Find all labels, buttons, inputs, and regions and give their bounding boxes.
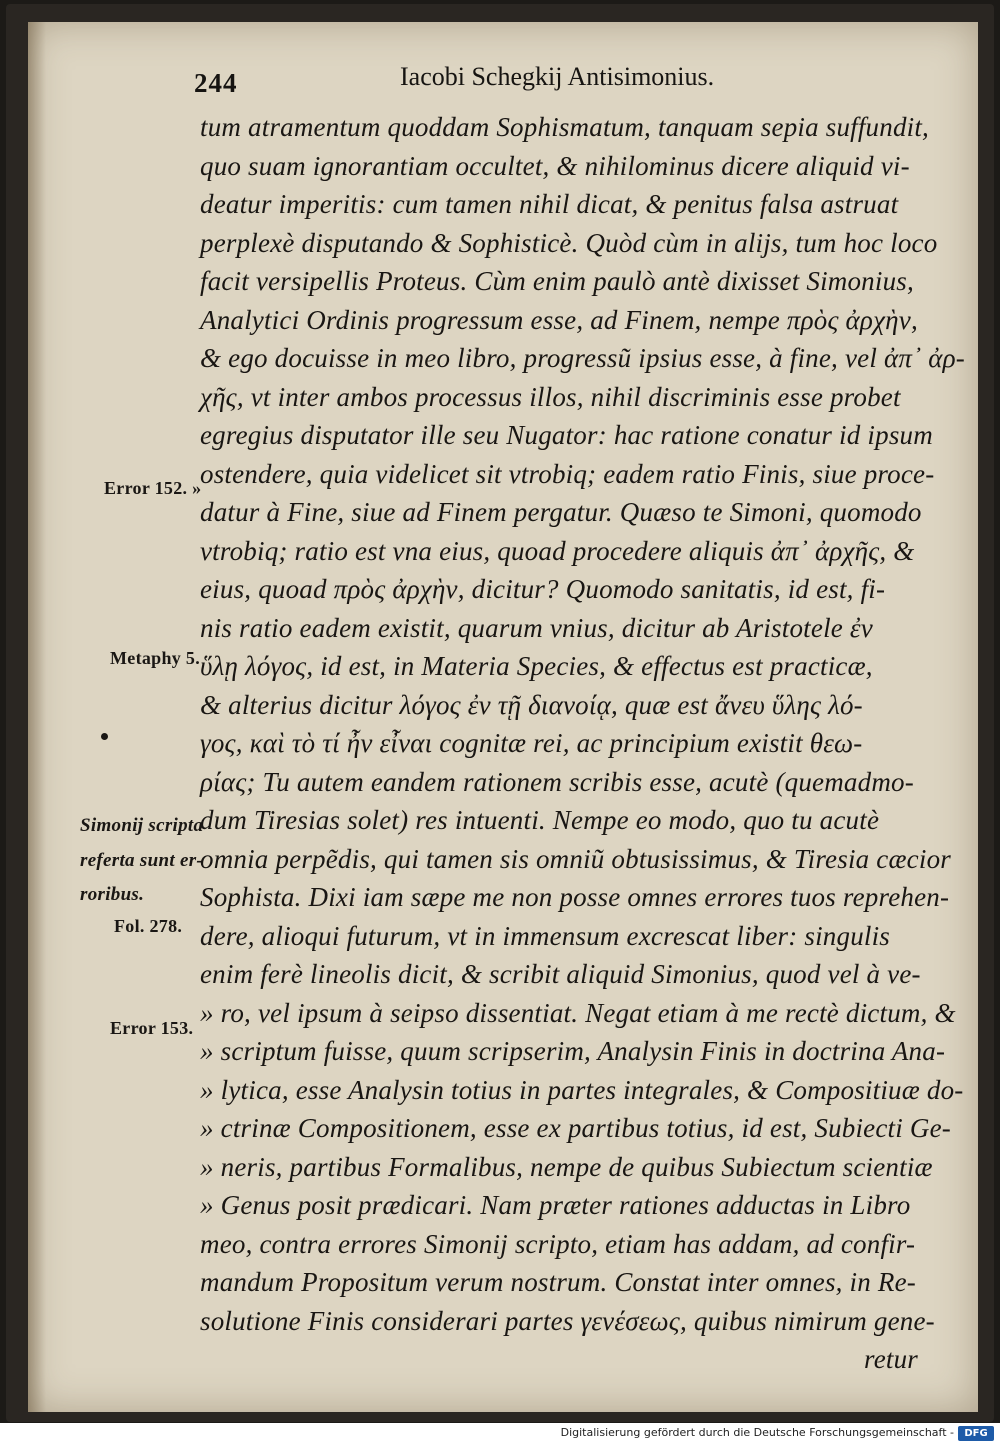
text-line: enim ferè lineolis dicit, & scribit aliquid Simonius, quod vel à ve- — [200, 959, 921, 989]
text-line: » ctrinæ Compositionem, esse ex partibus totius, id est, Subiecti Ge- — [200, 1113, 951, 1143]
margin-note-simonij-line-1: Simonij scripta — [80, 815, 204, 836]
margin-note-simonij-line-2: referta sunt er- — [80, 850, 204, 871]
page-number: 244 — [194, 68, 238, 98]
funding-notice: Digitalisierung gefördert durch die Deutsche Forschungsgemeinschaft - — [560, 1426, 954, 1439]
text-line: » lytica, esse Analysin totius in partes integrales, & Compositiuæ do- — [200, 1074, 964, 1105]
text-line: solutione Finis considerari partes γενέσεως, quibus nimirum gene- — [200, 1305, 935, 1336]
text-line: tum atramentum quoddam Sophismatum, tanquam sepia suffundit, — [200, 112, 930, 142]
margin-note-folio: Fol. 278. — [114, 916, 183, 936]
text-line: quo suam ignorantiam occultet, & nihilominus dicere aliquid vi- — [200, 150, 910, 181]
text-line: » Genus posit prædicari. Nam præter rationes adductas in Libro — [200, 1190, 911, 1220]
text-line: mandum Propositum verum nostrum. Constat inter omnes, in Re- — [200, 1267, 916, 1297]
text-line: facit versipellis Proteus. Cùm enim paulò antè dixisset Simonius, — [200, 266, 914, 296]
text-line: » ro, vel ipsum à seipso dissentiat. Negat etiam à me rectè dictum, & — [200, 997, 956, 1028]
dfg-logo: DFG — [958, 1426, 994, 1441]
text-line: meo, contra errores Simonij scripto, etiam has addam, ad confir- — [200, 1228, 916, 1259]
text-line: perplexè disputando & Sophisticè. Quòd cùm in alijs, tum hoc loco — [200, 227, 938, 258]
text-line: & ego docuisse in meo libro, progressũ ipsius esse, à fine, vel ἀπ᾽ ἀρ- — [200, 343, 965, 373]
margin-bullet — [101, 733, 108, 740]
margin-notes — [0, 0, 220, 1445]
text-line: dere, alioqui futurum, vt in immensum excrescat liber: singulis — [200, 920, 890, 951]
running-title: Iacobi Schegkij Antisimonius. — [400, 62, 715, 91]
text-line: Sophista. Dixi iam sæpe me non posse omnes errores tuos reprehen- — [200, 882, 950, 912]
text-line: dum Tiresias solet) res intuenti. Nempe eo modo, quo tu acutè — [200, 805, 880, 835]
margin-note-error-153: Error 153. — [110, 1018, 194, 1038]
margin-note-error-152: Error 152. » — [104, 478, 202, 498]
footer-bar — [0, 1423, 1000, 1445]
text-line: datur à Fine, siue ad Finem pergatur. Quæso te Simoni, quomodo — [200, 497, 922, 527]
text-line: γος, καὶ τὸ τί ἦν εἶναι cognitæ rei, ac principium existit θεω- — [200, 728, 863, 758]
text-line: » neris, partibus Formalibus, nempe de quibus Subiectum scientiæ — [200, 1151, 933, 1182]
text-line: ὕλῃ λόγος, id est, in Materia Species, & effectus est practicæ, — [200, 651, 873, 681]
text-line: & alterius dicitur λόγος ἐν τῇ διανοίᾳ, quæ est ἄνευ ὕλης λό- — [200, 689, 863, 720]
text-line: χῆς, vt inter ambos processus illos, nihil discriminis esse probet — [200, 381, 901, 412]
margin-note-metaphysics: Metaphy 5. — [110, 648, 200, 668]
body-text — [200, 108, 965, 1379]
text-line: ostendere, quia videlicet sit vtrobiq; eadem ratio Finis, siue proce- — [200, 458, 935, 489]
text-line: » scriptum fuisse, quum scripserim, Analysin Finis in doctrina Ana- — [200, 1036, 946, 1066]
catchword: retur — [864, 1344, 918, 1374]
text-line: Analytici Ordinis progressum esse, ad Finem, nempe πρὸς ἀρχὴν, — [200, 304, 918, 335]
text-line: deatur imperitis: cum tamen nihil dicat, & penitus falsa astruat — [200, 189, 899, 219]
text-line: nis ratio eadem existit, quarum vnius, dicitur ab Aristotele ἐν — [200, 612, 873, 643]
margin-note-simonij-line-3: roribus. — [80, 884, 145, 905]
text-line: vtrobiq; ratio est vna eius, quoad procedere aliquis ἀπ᾽ ἀρχῆς, & — [200, 535, 915, 566]
text-line: eius, quoad πρὸς ἀρχὴν, dicitur? Quomodo sanitatis, id est, fi- — [200, 574, 886, 604]
text-line: ρίας; Tu autem eandem rationem scribis esse, acutè (quemadmo- — [200, 766, 914, 797]
text-line: egregius disputator ille seu Nugator: hac ratione conatur id ipsum — [200, 420, 933, 450]
text-line: omnia perpẽdis, qui tamen sis omniũ obtusissimus, & Tiresia cæcior — [200, 843, 951, 874]
